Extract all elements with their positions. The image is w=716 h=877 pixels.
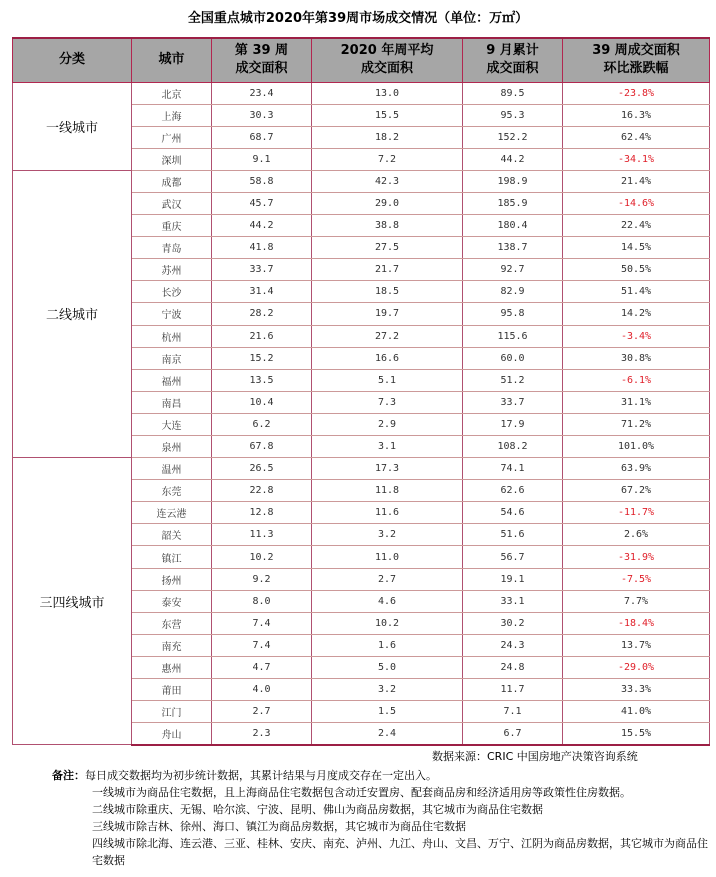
change-cell: -18.4% xyxy=(563,612,710,634)
weekly-avg-cell: 21.7 xyxy=(312,259,463,281)
weekly-avg-cell: 3.1 xyxy=(312,436,463,458)
change-cell: 2.6% xyxy=(563,524,710,546)
week39-area-cell: 2.3 xyxy=(212,723,312,745)
sept-total-cell: 24.3 xyxy=(463,634,563,656)
note-line: 三线城市除吉林、徐州、海口、镇江为商品房数据，其它城市为商品住宅数据 xyxy=(92,820,466,833)
weekly-avg-cell: 1.6 xyxy=(312,634,463,656)
weekly-avg-cell: 11.6 xyxy=(312,502,463,524)
note-line: 四线城市除北海、连云港、三亚、桂林、安庆、南充、泸州、九江、舟山、文昌、万宁、江阴为商品房数据，其它城市为商品住宅数据 xyxy=(92,837,708,867)
column-header: 39 周成交面积 环比涨跌幅 xyxy=(563,38,710,82)
week39-area-cell: 67.8 xyxy=(212,436,312,458)
weekly-avg-cell: 13.0 xyxy=(312,82,463,104)
change-cell: -11.7% xyxy=(563,502,710,524)
table-row xyxy=(13,170,710,192)
weekly-avg-cell: 3.2 xyxy=(312,524,463,546)
weekly-avg-cell: 18.2 xyxy=(312,126,463,148)
week39-area-cell: 58.8 xyxy=(212,170,312,192)
sept-total-cell: 33.1 xyxy=(463,590,563,612)
weekly-avg-cell: 2.7 xyxy=(312,568,463,590)
weekly-avg-cell: 5.0 xyxy=(312,656,463,678)
city-cell: 扬州 xyxy=(132,568,212,590)
city-cell: 泰安 xyxy=(132,590,212,612)
week39-area-cell: 28.2 xyxy=(212,303,312,325)
weekly-avg-cell: 7.2 xyxy=(312,148,463,170)
week39-area-cell: 13.5 xyxy=(212,369,312,391)
change-cell: -34.1% xyxy=(563,148,710,170)
week39-area-cell: 6.2 xyxy=(212,413,312,435)
note-line: 二线城市除重庆、无锡、哈尔滨、宁波、昆明、佛山为商品房数据，其它城市为商品住宅数据 xyxy=(92,803,543,816)
city-cell: 江门 xyxy=(132,701,212,723)
week39-area-cell: 7.4 xyxy=(212,634,312,656)
week39-area-cell: 41.8 xyxy=(212,237,312,259)
sept-total-cell: 92.7 xyxy=(463,259,563,281)
change-cell: 15.5% xyxy=(563,723,710,745)
weekly-avg-cell: 11.8 xyxy=(312,480,463,502)
sept-total-cell: 152.2 xyxy=(463,126,563,148)
week39-area-cell: 11.3 xyxy=(212,524,312,546)
page-title: 全国重点城市2020年第39周市场成交情况（单位：万㎡） xyxy=(187,11,529,26)
city-cell: 舟山 xyxy=(132,723,212,745)
change-cell: 30.8% xyxy=(563,347,710,369)
note-line: 一线城市为商品住宅数据，且上海商品住宅数据包含动迁安置房、配套商品房和经济适用房等政策性住房数据。 xyxy=(92,786,631,799)
column-header: 分类 xyxy=(13,38,132,82)
sept-total-cell: 17.9 xyxy=(463,413,563,435)
change-cell: 22.4% xyxy=(563,215,710,237)
sept-total-cell: 6.7 xyxy=(463,723,563,745)
week39-area-cell: 26.5 xyxy=(212,458,312,480)
city-cell: 成都 xyxy=(132,170,212,192)
change-cell: -23.8% xyxy=(563,82,710,104)
weekly-avg-cell: 3.2 xyxy=(312,679,463,701)
change-cell: 101.0% xyxy=(563,436,710,458)
change-cell: 31.1% xyxy=(563,391,710,413)
sept-total-cell: 95.3 xyxy=(463,104,563,126)
week39-area-cell: 45.7 xyxy=(212,192,312,214)
sept-total-cell: 24.8 xyxy=(463,656,563,678)
weekly-avg-cell: 7.3 xyxy=(312,391,463,413)
table-row xyxy=(13,82,710,104)
market-table xyxy=(12,37,710,746)
weekly-avg-cell: 27.5 xyxy=(312,237,463,259)
week39-area-cell: 9.1 xyxy=(212,148,312,170)
change-cell: 41.0% xyxy=(563,701,710,723)
change-cell: 62.4% xyxy=(563,126,710,148)
city-cell: 武汉 xyxy=(132,192,212,214)
change-cell: 71.2% xyxy=(563,413,710,435)
week39-area-cell: 33.7 xyxy=(212,259,312,281)
city-cell: 广州 xyxy=(132,126,212,148)
city-cell: 上海 xyxy=(132,104,212,126)
week39-area-cell: 30.3 xyxy=(212,104,312,126)
change-cell: 13.7% xyxy=(563,634,710,656)
sept-total-cell: 60.0 xyxy=(463,347,563,369)
week39-area-cell: 12.8 xyxy=(212,502,312,524)
city-cell: 大连 xyxy=(132,413,212,435)
category-cell: 一线城市 xyxy=(13,82,132,170)
city-cell: 惠州 xyxy=(132,656,212,678)
change-cell: 14.5% xyxy=(563,237,710,259)
sept-total-cell: 51.2 xyxy=(463,369,563,391)
weekly-avg-cell: 42.3 xyxy=(312,170,463,192)
city-cell: 长沙 xyxy=(132,281,212,303)
change-cell: -31.9% xyxy=(563,546,710,568)
change-cell: 16.3% xyxy=(563,104,710,126)
weekly-avg-cell: 2.9 xyxy=(312,413,463,435)
city-cell: 南京 xyxy=(132,347,212,369)
change-cell: 21.4% xyxy=(563,170,710,192)
sept-total-cell: 95.8 xyxy=(463,303,563,325)
week39-area-cell: 10.2 xyxy=(212,546,312,568)
city-cell: 莆田 xyxy=(132,679,212,701)
city-cell: 泉州 xyxy=(132,436,212,458)
column-header: 第 39 周 成交面积 xyxy=(212,38,312,82)
week39-area-cell: 8.0 xyxy=(212,590,312,612)
city-cell: 东营 xyxy=(132,612,212,634)
change-cell: -7.5% xyxy=(563,568,710,590)
table-row xyxy=(13,458,710,480)
city-cell: 杭州 xyxy=(132,325,212,347)
week39-area-cell: 68.7 xyxy=(212,126,312,148)
sept-total-cell: 19.1 xyxy=(463,568,563,590)
week39-area-cell: 23.4 xyxy=(212,82,312,104)
week39-area-cell: 22.8 xyxy=(212,480,312,502)
weekly-avg-cell: 27.2 xyxy=(312,325,463,347)
weekly-avg-cell: 4.6 xyxy=(312,590,463,612)
city-cell: 东莞 xyxy=(132,480,212,502)
sept-total-cell: 51.6 xyxy=(463,524,563,546)
city-cell: 苏州 xyxy=(132,259,212,281)
change-cell: -14.6% xyxy=(563,192,710,214)
weekly-avg-cell: 5.1 xyxy=(312,369,463,391)
week39-area-cell: 2.7 xyxy=(212,701,312,723)
weekly-avg-cell: 10.2 xyxy=(312,612,463,634)
sept-total-cell: 74.1 xyxy=(463,458,563,480)
change-cell: 51.4% xyxy=(563,281,710,303)
week39-area-cell: 9.2 xyxy=(212,568,312,590)
city-cell: 福州 xyxy=(132,369,212,391)
change-cell: -6.1% xyxy=(563,369,710,391)
city-cell: 南充 xyxy=(132,634,212,656)
note-line: 每日成交数据均为初步统计数据，其累计结果与月度成交存在一定出入。 xyxy=(85,769,437,782)
weekly-avg-cell: 17.3 xyxy=(312,458,463,480)
sept-total-cell: 108.2 xyxy=(463,436,563,458)
city-cell: 连云港 xyxy=(132,502,212,524)
category-cell: 二线城市 xyxy=(13,170,132,457)
week39-area-cell: 31.4 xyxy=(212,281,312,303)
city-cell: 深圳 xyxy=(132,148,212,170)
city-cell: 青岛 xyxy=(132,237,212,259)
sept-total-cell: 7.1 xyxy=(463,701,563,723)
change-cell: -3.4% xyxy=(563,325,710,347)
change-cell: 67.2% xyxy=(563,480,710,502)
weekly-avg-cell: 16.6 xyxy=(312,347,463,369)
city-cell: 镇江 xyxy=(132,546,212,568)
city-cell: 韶关 xyxy=(132,524,212,546)
weekly-avg-cell: 38.8 xyxy=(312,215,463,237)
change-cell: 50.5% xyxy=(563,259,710,281)
data-source: 数据来源：CRIC 中国房地产决策咨询系统 xyxy=(432,750,638,763)
change-cell: 63.9% xyxy=(563,458,710,480)
weekly-avg-cell: 1.5 xyxy=(312,701,463,723)
sept-total-cell: 138.7 xyxy=(463,237,563,259)
change-cell: 33.3% xyxy=(563,679,710,701)
sept-total-cell: 62.6 xyxy=(463,480,563,502)
city-cell: 宁波 xyxy=(132,303,212,325)
sept-total-cell: 198.9 xyxy=(463,170,563,192)
column-header: 9 月累计 成交面积 xyxy=(463,38,563,82)
weekly-avg-cell: 15.5 xyxy=(312,104,463,126)
sept-total-cell: 82.9 xyxy=(463,281,563,303)
weekly-avg-cell: 29.0 xyxy=(312,192,463,214)
city-cell: 重庆 xyxy=(132,215,212,237)
city-cell: 温州 xyxy=(132,458,212,480)
change-cell: 7.7% xyxy=(563,590,710,612)
category-cell: 三四线城市 xyxy=(13,458,132,745)
week39-area-cell: 10.4 xyxy=(212,391,312,413)
sept-total-cell: 56.7 xyxy=(463,546,563,568)
week39-area-cell: 21.6 xyxy=(212,325,312,347)
sept-total-cell: 54.6 xyxy=(463,502,563,524)
weekly-avg-cell: 11.0 xyxy=(312,546,463,568)
sept-total-cell: 44.2 xyxy=(463,148,563,170)
week39-area-cell: 15.2 xyxy=(212,347,312,369)
sept-total-cell: 115.6 xyxy=(463,325,563,347)
city-cell: 北京 xyxy=(132,82,212,104)
sept-total-cell: 185.9 xyxy=(463,192,563,214)
week39-area-cell: 44.2 xyxy=(212,215,312,237)
change-cell: -29.0% xyxy=(563,656,710,678)
sept-total-cell: 30.2 xyxy=(463,612,563,634)
weekly-avg-cell: 19.7 xyxy=(312,303,463,325)
sept-total-cell: 89.5 xyxy=(463,82,563,104)
sept-total-cell: 33.7 xyxy=(463,391,563,413)
week39-area-cell: 4.0 xyxy=(212,679,312,701)
weekly-avg-cell: 18.5 xyxy=(312,281,463,303)
sept-total-cell: 180.4 xyxy=(463,215,563,237)
notes xyxy=(52,767,712,869)
weekly-avg-cell: 2.4 xyxy=(312,723,463,745)
column-header: 2020 年周平均 成交面积 xyxy=(312,38,463,82)
column-header: 城市 xyxy=(132,38,212,82)
sept-total-cell: 11.7 xyxy=(463,679,563,701)
week39-area-cell: 7.4 xyxy=(212,612,312,634)
notes-label: 备注： xyxy=(52,769,85,782)
change-cell: 14.2% xyxy=(563,303,710,325)
city-cell: 南昌 xyxy=(132,391,212,413)
week39-area-cell: 4.7 xyxy=(212,656,312,678)
